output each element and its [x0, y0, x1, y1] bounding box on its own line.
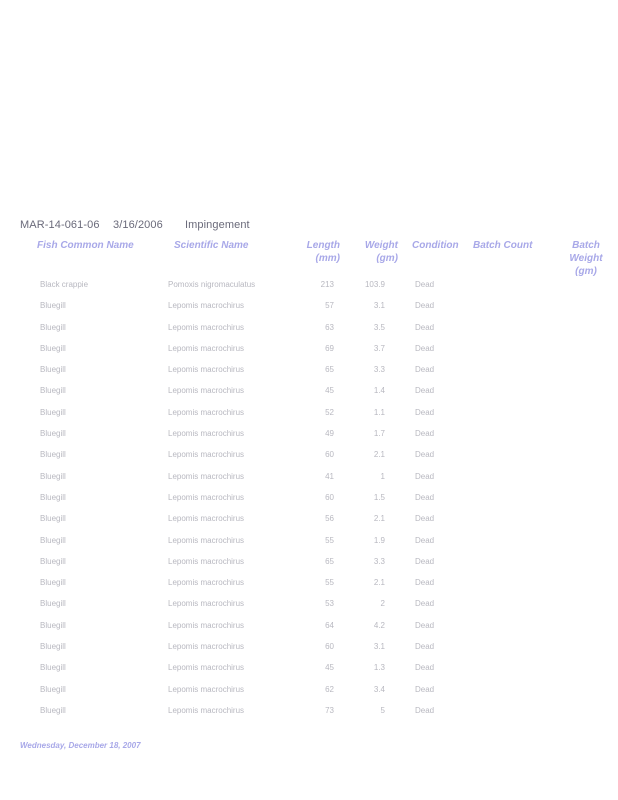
cell-length: 63: [325, 322, 334, 332]
cell-scientific-name: Lepomis macrochirus: [168, 301, 245, 311]
cell-condition: Dead: [415, 556, 435, 566]
table-row: [0, 642, 618, 663]
cell-scientific-name: Lepomis macrochirus: [168, 514, 245, 524]
cell-condition: Dead: [415, 386, 435, 396]
cell-condition: Dead: [415, 620, 435, 630]
cell-weight: 3.5: [373, 322, 385, 332]
footer-date: Wednesday, December 18, 2007: [20, 741, 141, 750]
table-row: [0, 599, 618, 620]
cell-scientific-name: Lepomis macrochirus: [168, 705, 245, 715]
cell-weight: 2.1: [373, 450, 385, 460]
cell-length: 49: [325, 429, 334, 439]
cell-length: 45: [325, 663, 334, 673]
cell-length: 69: [325, 343, 334, 353]
table-row: [0, 450, 618, 471]
cell-condition: Dead: [415, 280, 435, 289]
table-row: [0, 621, 618, 642]
cell-weight: 1: [380, 471, 385, 481]
cell-condition: Dead: [415, 365, 435, 375]
cell-condition: Dead: [415, 535, 435, 545]
cell-length: 60: [325, 450, 334, 460]
cell-scientific-name: Lepomis macrochirus: [168, 684, 245, 694]
col-header-common-name: Fish Common Name: [37, 240, 134, 251]
cell-scientific-name: Lepomis macrochirus: [168, 642, 245, 652]
cell-weight: 3.3: [373, 556, 385, 566]
col-header-scientific-name: Scientific Name: [174, 240, 249, 251]
cell-scientific-name: Lepomis macrochirus: [168, 343, 245, 353]
table-row: [0, 706, 618, 727]
cell-length: 60: [325, 642, 334, 652]
col-header-batch-count: Batch Count: [473, 240, 533, 251]
cell-condition: Dead: [415, 471, 435, 481]
cell-scientific-name: Lepomis macrochirus: [168, 429, 245, 439]
cell-condition: Dead: [415, 578, 435, 588]
cell-scientific-name: Lepomis macrochirus: [168, 322, 245, 332]
cell-weight: 1.9: [373, 535, 385, 545]
cell-condition: Dead: [415, 407, 435, 417]
cell-length: 60: [325, 492, 334, 502]
cell-condition: Dead: [415, 705, 435, 715]
cell-weight: 5: [380, 705, 385, 715]
cell-length: 62: [325, 684, 334, 694]
cell-condition: Dead: [415, 301, 435, 311]
table-row: [0, 365, 618, 386]
cell-common-name: Bluegill: [40, 684, 66, 694]
record-date: 3/16/2006: [113, 219, 163, 231]
cell-scientific-name: Lepomis macrochirus: [168, 407, 245, 417]
cell-length: 55: [325, 578, 334, 588]
cell-length: 57: [325, 301, 334, 311]
cell-common-name: Bluegill: [40, 386, 66, 396]
table-row: [0, 408, 618, 429]
cell-condition: Dead: [415, 642, 435, 652]
cell-scientific-name: Lepomis macrochirus: [168, 471, 245, 481]
cell-length: 52: [325, 407, 334, 417]
table-row: [0, 323, 618, 344]
cell-length: 213: [320, 280, 334, 289]
cell-common-name: Bluegill: [40, 471, 66, 481]
table-row: [0, 301, 618, 322]
cell-common-name: Bluegill: [40, 663, 66, 673]
cell-condition: Dead: [415, 663, 435, 673]
cell-scientific-name: Lepomis macrochirus: [168, 663, 245, 673]
cell-scientific-name: Lepomis macrochirus: [168, 620, 245, 630]
cell-weight: 1.4: [373, 386, 385, 396]
cell-common-name: Bluegill: [40, 535, 66, 545]
cell-weight: 1.1: [373, 407, 385, 417]
cell-common-name: Bluegill: [40, 429, 66, 439]
cell-condition: Dead: [415, 429, 435, 439]
table-row: [0, 386, 618, 407]
cell-weight: 3.4: [373, 684, 385, 694]
cell-weight: 2: [380, 599, 385, 609]
cell-condition: Dead: [415, 322, 435, 332]
cell-common-name: Bluegill: [40, 301, 66, 311]
record-type: Impingement: [185, 219, 250, 231]
cell-scientific-name: Lepomis macrochirus: [168, 578, 245, 588]
cell-common-name: Bluegill: [40, 450, 66, 460]
cell-common-name: Bluegill: [40, 322, 66, 332]
cell-common-name: Bluegill: [40, 642, 66, 652]
cell-length: 73: [325, 705, 334, 715]
table-row: [0, 663, 618, 684]
cell-scientific-name: Lepomis macrochirus: [168, 365, 245, 375]
cell-scientific-name: Lepomis macrochirus: [168, 556, 245, 566]
cell-common-name: Black crappie: [40, 280, 89, 289]
table-row: [0, 280, 618, 301]
cell-length: 65: [325, 365, 334, 375]
table-row: [0, 493, 618, 514]
cell-length: 45: [325, 386, 334, 396]
col-header-batch-weight: Batch Weight (gm): [569, 240, 603, 277]
cell-condition: Dead: [415, 599, 435, 609]
table-row: [0, 472, 618, 493]
cell-scientific-name: Lepomis macrochirus: [168, 599, 245, 609]
cell-weight: 1.3: [373, 663, 385, 673]
cell-common-name: Bluegill: [40, 514, 66, 524]
cell-common-name: Bluegill: [40, 599, 66, 609]
cell-weight: 2.1: [373, 514, 385, 524]
cell-common-name: Bluegill: [40, 620, 66, 630]
cell-scientific-name: Lepomis macrochirus: [168, 450, 245, 460]
cell-length: 53: [325, 599, 334, 609]
cell-common-name: Bluegill: [40, 407, 66, 417]
cell-length: 56: [325, 514, 334, 524]
cell-weight: 3.3: [373, 365, 385, 375]
table-row: [0, 429, 618, 450]
cell-common-name: Bluegill: [40, 578, 66, 588]
table-row: [0, 536, 618, 557]
cell-condition: Dead: [415, 684, 435, 694]
fish-table-body: [0, 280, 618, 727]
cell-scientific-name: Lepomis macrochirus: [168, 492, 245, 502]
cell-weight: 103.9: [364, 280, 385, 289]
cell-weight: 1.7: [373, 429, 385, 439]
cell-weight: 3.1: [373, 642, 385, 652]
cell-weight: 2.1: [373, 578, 385, 588]
cell-common-name: Bluegill: [40, 343, 66, 353]
cell-length: 41: [325, 471, 334, 481]
cell-scientific-name: Lepomis macrochirus: [168, 535, 245, 545]
table-row: [0, 578, 618, 599]
cell-length: 65: [325, 556, 334, 566]
cell-weight: 1.5: [373, 492, 385, 502]
cell-weight: 3.7: [373, 343, 385, 353]
cell-scientific-name: Pomoxis nigromaculatus: [168, 280, 256, 289]
table-row: [0, 685, 618, 706]
cell-condition: Dead: [415, 492, 435, 502]
cell-condition: Dead: [415, 450, 435, 460]
cell-common-name: Bluegill: [40, 705, 66, 715]
table-row: [0, 344, 618, 365]
col-header-length: Length (mm): [306, 240, 340, 264]
cell-common-name: Bluegill: [40, 492, 66, 502]
table-row: [0, 557, 618, 578]
cell-common-name: Bluegill: [40, 556, 66, 566]
col-header-condition: Condition: [412, 240, 459, 251]
record-header: [20, 219, 250, 231]
cell-common-name: Bluegill: [40, 365, 66, 375]
cell-weight: 3.1: [373, 301, 385, 311]
cell-length: 55: [325, 535, 334, 545]
table-row: [0, 514, 618, 535]
cell-condition: Dead: [415, 514, 435, 524]
record-id: MAR-14-061-06: [20, 219, 100, 231]
cell-condition: Dead: [415, 343, 435, 353]
cell-length: 64: [325, 620, 334, 630]
col-header-weight: Weight (gm): [364, 240, 398, 264]
cell-scientific-name: Lepomis macrochirus: [168, 386, 245, 396]
cell-weight: 4.2: [373, 620, 385, 630]
